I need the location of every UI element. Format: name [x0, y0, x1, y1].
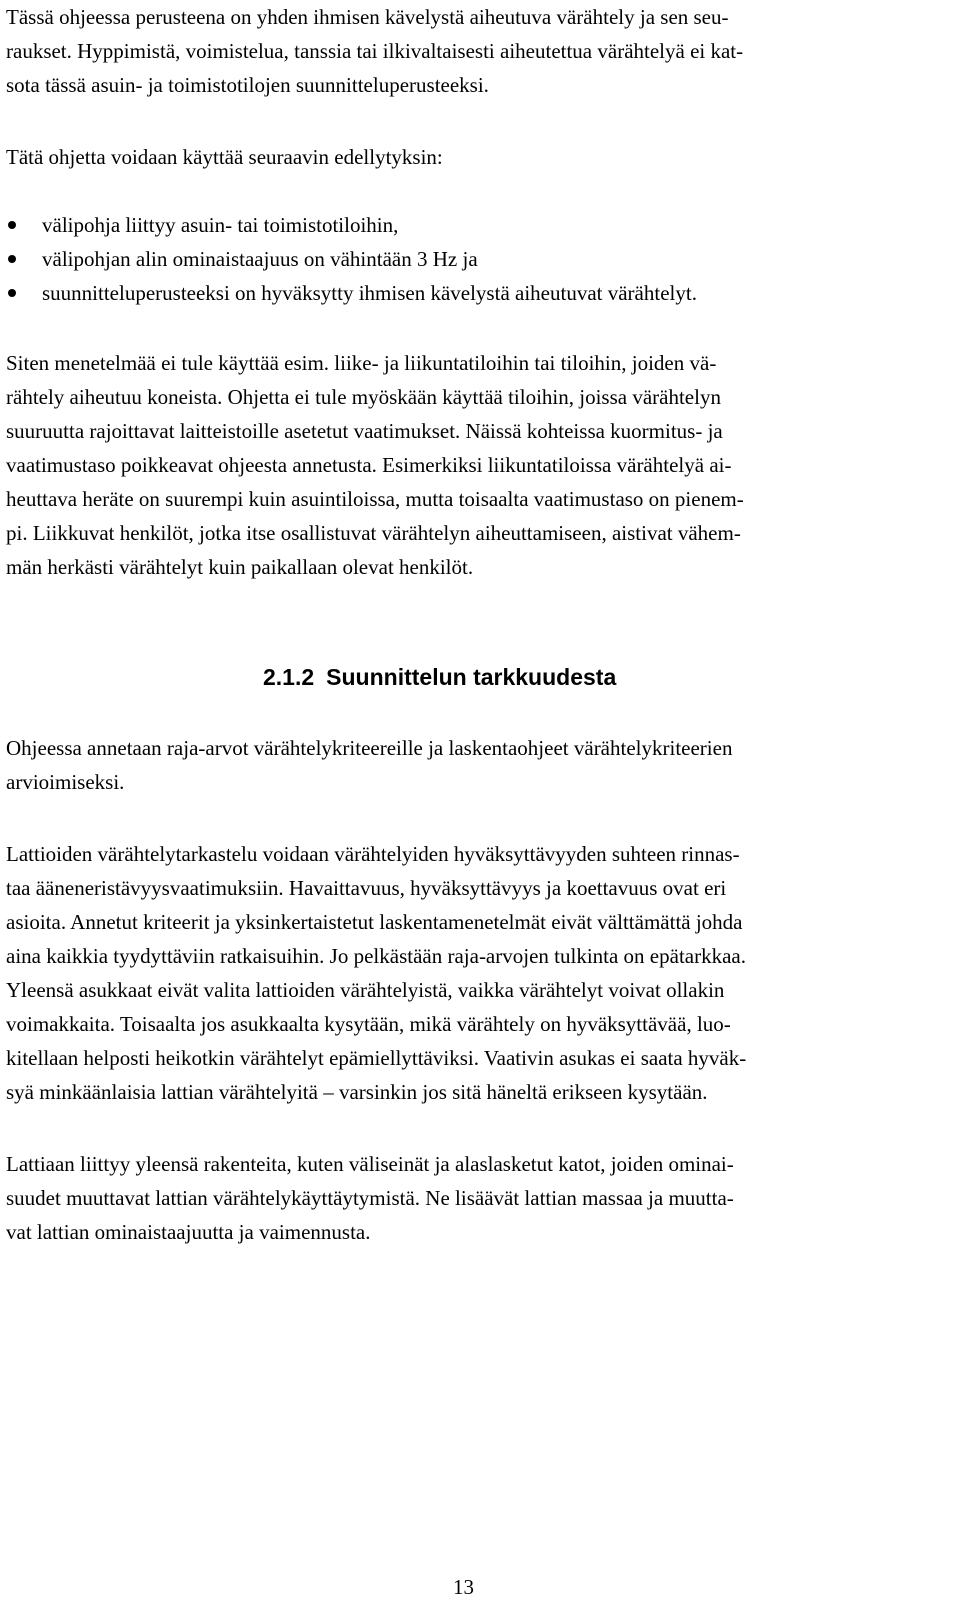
conditions-lead: Tätä ohjetta voidaan käyttää seuraavin edellytyksin: — [6, 145, 443, 169]
paragraph-line: voimakkaita. Toisaalta jos asukkaalta kysytään, mikä värähtely on hyväksyttävää, luo- — [6, 1012, 731, 1036]
paragraph-line: taa ääneneristävyysvaatimuksiin. Havaittavuus, hyväksyttävyys ja koettavuus ovat eri — [6, 876, 727, 900]
paragraph-line: män herkästi värähtelyt kuin paikallaan olevat henkilöt. — [6, 555, 474, 579]
list-item — [0, 208, 960, 242]
paragraph-line: Ohjeessa annetaan raja-arvot värähtelykriteereille ja laskentaohjeet värähtelykriteerien — [6, 736, 733, 760]
list-item-text: suunnitteluperusteeksi on hyväksytty ihmisen kävelystä aiheutuvat värähtelyt. — [42, 281, 697, 305]
paragraph-line: suudet muuttavat lattian värähtelykäyttäytymistä. Ne lisäävät lattian massaa ja muutta- — [6, 1186, 734, 1210]
paragraph-line: kitellaan helposti heikotkin värähtelyt epämiellyttäviksi. Vaativin asukas ei saata hyväk- — [6, 1046, 747, 1070]
paragraph-line: pi. Liikkuvat henkilöt, jotka itse osallistuvat värähtelyn aiheuttamiseen, aistivat vähem- — [6, 521, 741, 545]
list-item — [0, 242, 960, 276]
paragraph-line: vat lattian ominaistaajuutta ja vaimennusta. — [6, 1220, 371, 1244]
bullet-icon — [8, 255, 16, 263]
paragraph-line: heuttava heräte on suurempi kuin asuintiloissa, mutta toisaalta vaatimustaso on pienem- — [6, 487, 744, 511]
section-number: 2.1.2 — [263, 664, 315, 690]
section-heading — [263, 660, 616, 694]
paragraph-line: arvioimiseksi. — [6, 770, 125, 794]
paragraph-line: Lattioiden värähtelytarkastelu voidaan värähtelyiden hyväksyttävyyden suhteen rinnas- — [6, 842, 740, 866]
paragraph-line: Tässä ohjeessa perusteena on yhden ihmisen kävelystä aiheutuva värähtely ja sen seu- — [6, 5, 729, 29]
paragraph-line: syä minkäänlaisia lattian värähtelyitä – varsinkin jos sitä häneltä erikseen kysytään. — [6, 1080, 708, 1104]
list-item-text: välipohja liittyy asuin- tai toimistotiloihin, — [42, 213, 399, 237]
bullet-icon — [8, 289, 16, 297]
paragraph-line: Yleensä asukkaat eivät valita lattioiden värähtelyistä, vaikka värähtelyt voivat ollakin — [6, 978, 725, 1002]
paragraph-line: vaatimustaso poikkeavat ohjeesta annetusta. Esimerkiksi liikuntatiloissa värähtelyä ai- — [6, 453, 732, 477]
list-item — [0, 276, 960, 310]
section-title: Suunnittelun tarkkuudesta — [326, 664, 617, 690]
bullet-icon — [8, 221, 16, 229]
list-item-text: välipohjan alin ominaistaajuus on vähintään 3 Hz ja — [42, 247, 478, 271]
paragraph-line: raukset. Hyppimistä, voimistelua, tanssia tai ilkivaltaisesti aiheutettua värähtelyä ei kat- — [6, 39, 744, 63]
paragraph-line: suuruutta rajoittavat laitteistoille asetetut vaatimukset. Näissä kohteissa kuormitus- ja — [6, 419, 723, 443]
paragraph-line: rähtely aiheutuu koneista. Ohjetta ei tule myöskään käyttää tiloihin, joissa värähtelyn — [6, 385, 721, 409]
page-number: 13 — [453, 1575, 474, 1599]
paragraph-line: sota tässä asuin- ja toimistotilojen suunnitteluperusteeksi. — [6, 73, 489, 97]
paragraph-line: asioita. Annetut kriteerit ja yksinkertaistetut laskentamenetelmät eivät välttämättä johda — [6, 910, 743, 934]
paragraph-line: Siten menetelmää ei tule käyttää esim. liike- ja liikuntatiloihin tai tiloihin, joiden vä- — [6, 351, 717, 375]
paragraph-line: Lattiaan liittyy yleensä rakenteita, kuten väliseinät ja alaslasketut katot, joiden ominai- — [6, 1152, 734, 1176]
paragraph-line: aina kaikkia tyydyttäviin ratkaisuihin. Jo pelkästään raja-arvojen tulkinta on epätarkkaa. — [6, 944, 746, 968]
